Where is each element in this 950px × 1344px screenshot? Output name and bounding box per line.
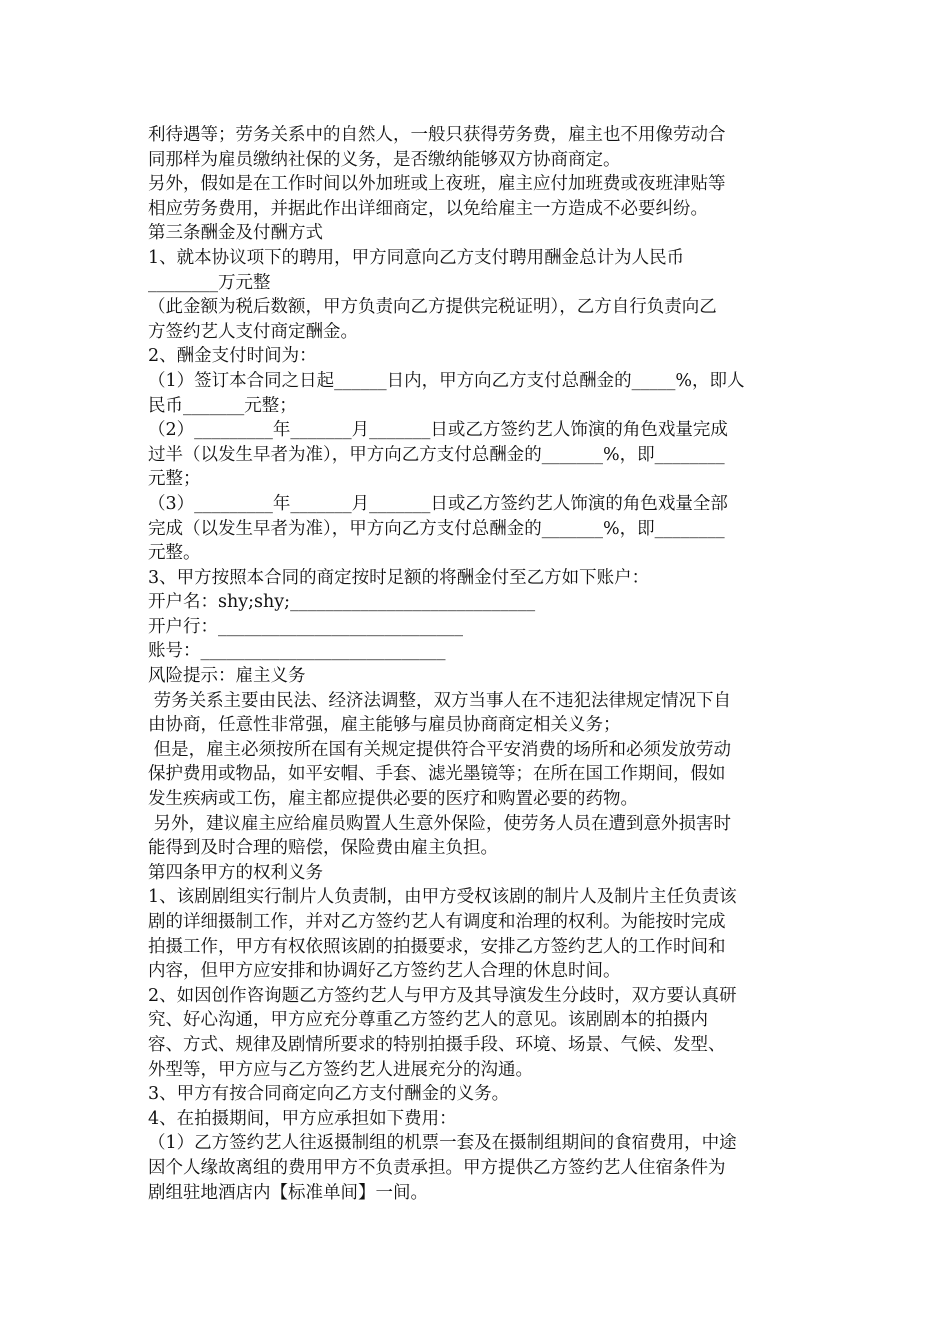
text-line: 1、该剧剧组实行制片人负责制，由甲方受权该剧的制片人及制片主任负责该: [148, 887, 737, 908]
text-line: （3）_________年_______月_______日或乙方签约艺人饰演的角色戏量全部: [148, 493, 728, 514]
text-line: 3、甲方有按合同商定向乙方支付酬金的义务。: [148, 1084, 510, 1105]
text-line: 相应劳务费用，并据此作出详细商定，以免给雇主一方造成不必要纠纷。: [148, 198, 708, 219]
text-line: 3、甲方按照本合同的商定按时足额的将酬金付至乙方如下账户：: [148, 567, 650, 588]
text-line: 外型等，甲方应与乙方签约艺人进展充分的沟通。: [148, 1059, 533, 1080]
bank-field: 开户行：____________________________: [148, 616, 463, 637]
text-line: 4、在拍摄期间，甲方应承担如下费用：: [148, 1108, 457, 1129]
text-line: 元整；: [148, 469, 201, 490]
text-line: 内容，但甲方应安排和协调好乙方签约艺人合理的休息时间。: [148, 961, 621, 982]
text-line: 方签约艺人支付商定酬金。: [148, 321, 358, 342]
text-line: （2）_________年_______月_______日或乙方签约艺人饰演的角色戏量完成: [148, 420, 728, 441]
text-line: 另外，建议雇主应给雇员购置人生意外保险，使劳务人员在遭到意外损害时: [148, 813, 732, 834]
section-heading: 第四条甲方的权利义务: [148, 862, 323, 883]
text-line: 保护费用或物品，如平安帽、手套、滤光墨镜等；在所在国工作期间，假如: [148, 764, 726, 785]
text-line: 但是，雇主必须按所在国有关规定提供符合平安消费的场所和必须发放劳动: [148, 739, 732, 760]
text-line: 过半（以发生早者为准），甲方向乙方支付总酬金的_______%，即________: [148, 444, 725, 465]
text-line: 民币_______元整；: [148, 395, 297, 416]
text-line: 因个人缘故离组的费用甲方不负责承担。甲方提供乙方签约艺人住宿条件为: [148, 1157, 726, 1178]
account-number-field: 账号：____________________________: [148, 641, 446, 662]
text-line: 利待遇等；劳务关系中的自然人，一般只获得劳务费，雇主也不用像劳动合: [148, 125, 726, 145]
text-line: （1）乙方签约艺人往返摄制组的机票一套及在摄制组期间的食宿费用，中途: [148, 1133, 737, 1154]
text-line: 拍摄工作，甲方有权依照该剧的拍摄要求，安排乙方签约艺人的工作时间和: [148, 936, 726, 957]
text-line: 剧的详细摄制工作，并对乙方签约艺人有调度和治理的权利。为能按时完成: [148, 912, 726, 932]
text-line: ________万元整: [148, 272, 271, 293]
text-line: 2、如因创作咨询题乙方签约艺人与甲方及其导演发生分歧时，双方要认真研: [148, 985, 737, 1006]
text-line: 完成（以发生早者为准），甲方向乙方支付总酬金的_______%，即________: [148, 518, 725, 539]
text-line: 元整。: [148, 543, 201, 564]
text-line: （此金额为税后数额，甲方负责向乙方提供完税证明），乙方自行负责向乙: [148, 297, 717, 318]
risk-heading: 风险提示：雇主义务: [148, 666, 306, 687]
section-heading: 第三条酬金及付酬方式: [148, 223, 323, 244]
text-line: 剧组驻地酒店内【标准单间】一间。: [148, 1182, 428, 1203]
text-line: 容、方式、规律及剧情所要求的特别拍摄手段、环境、场景、气候、发型、: [148, 1034, 726, 1055]
text-line: 发生疾病或工伤，雇主都应提供必要的医疗和购置必要的药物。: [148, 789, 638, 810]
text-line: 劳务关系主要由民法、经济法调整，双方当事人在不违犯法律规定情况下自: [148, 690, 732, 711]
text-line: 究、好心沟通，甲方应充分尊重乙方签约艺人的意见。该剧剧本的拍摄内: [148, 1010, 708, 1031]
text-line: 另外，假如是在工作时间以外加班或上夜班，雇主应付加班费或夜班津贴等: [148, 174, 726, 195]
text-line: 1、就本协议项下的聘用，甲方同意向乙方支付聘用酬金总计为人民币: [148, 247, 685, 268]
text-line: 能得到及时合理的赔偿，保险费由雇主负担。: [148, 838, 498, 859]
text-line: 2、酬金支付时间为：: [148, 346, 317, 367]
account-name-field: 开户名：shy;shy;____________________________: [148, 592, 536, 613]
text-line: （1）签订本合同之日起______日内，甲方向乙方支付总酬金的_____%，即人: [148, 370, 745, 391]
text-line: 同那样为雇员缴纳社保的义务，是否缴纳能够双方协商商定。: [148, 149, 621, 170]
text-line: 由协商，任意性非常强，雇主能够与雇员协商商定相关义务；: [148, 715, 621, 736]
document-body: [148, 123, 808, 1205]
